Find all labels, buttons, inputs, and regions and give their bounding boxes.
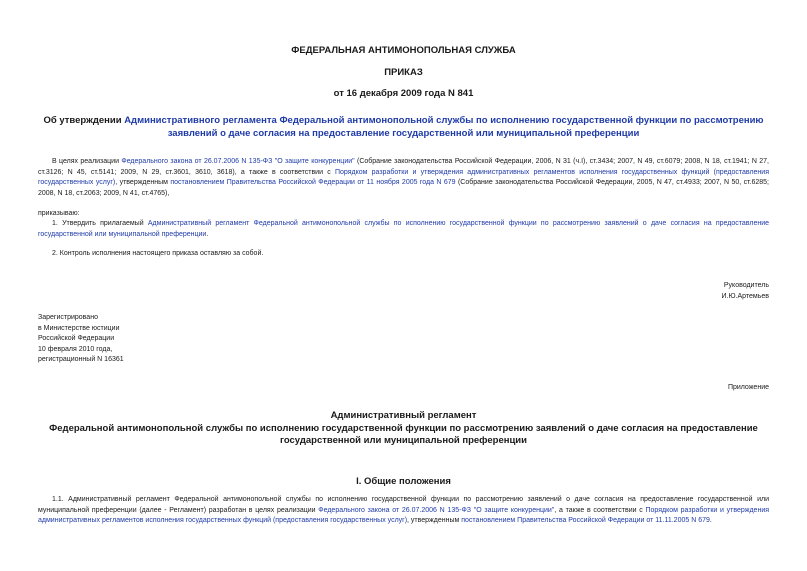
appendix-title-1: Административный регламент (330, 410, 477, 421)
appendix-title-3: государственной или муниципальной преференции (279, 435, 527, 446)
section-procedure-link[interactable]: Порядком разработки и утверждения административных регламентов исполнения государственных функций (предоставления государственных услуг) (38, 506, 770, 525)
law-link[interactable]: Федерального закона от 26.07.2006 N 135-ФЗ "О защите конкуренции" (121, 158, 355, 165)
section-text-3: , утвержденным (407, 517, 462, 525)
order-item-1 (38, 219, 769, 240)
appendix-title (0, 410, 807, 448)
section-heading: I. Общие положения (356, 476, 451, 487)
title-link[interactable]: Административного регламента Федеральной антимонопольной службы по исполнению государственной функции по рассмотрению заявлений о даче согласия на предоставление государственной или муниципальной преференции (124, 115, 764, 139)
order-item-2: 2. Контроль исполнения настоящего приказа оставляю за собой. (52, 250, 264, 257)
registration-line-5: регистрационный N 16361 (38, 356, 124, 364)
agency-name: ФЕДЕРАЛЬНАЯ АНТИМОНОПОЛЬНАЯ СЛУЖБА (291, 45, 516, 56)
doc-type: ПРИКАЗ (384, 67, 423, 78)
signature-role: Руководитель (723, 282, 769, 289)
registration-line-1: Зарегистрировано (38, 314, 98, 321)
order-item-1-prefix: 1. Утвердить прилагаемый (52, 220, 148, 227)
date-number: от 16 декабря 2009 года N 841 (333, 88, 474, 99)
signature-name: И.Ю.Артемьев (721, 293, 769, 300)
section-resolution-link[interactable]: постановлением Правительства Российской Федерации от 11.11.2005 N 679 (461, 517, 710, 525)
registration-line-2: в Министерстве юстиции (38, 324, 120, 332)
appendix-title-2: Федеральной антимонопольной службы по исполнению государственной функции по рассмотрению заявлений о даче согласия на предоставление (49, 422, 758, 434)
preamble-text-2: (Собрание законодательства Российской Федерации, 2006, N 31 (ч.I), ст.3434; 2007, N 49, ст.6079; 2008, N 18, ст.1941; N 27, ст.3126; N 45, ст.5141; 2009, N 29, ст.3601, 3610, 3618), а также в соответствии с (38, 158, 769, 176)
section-law-link[interactable]: Федерального закона от 26.07.2006 N 135-ФЗ "О защите конкуренции" (318, 506, 555, 514)
section-1-paragraph (38, 495, 769, 527)
title-prefix: Об утверждении (43, 115, 125, 126)
preamble-text-3: , утвержденным (115, 179, 171, 187)
appendix-label: Приложение (727, 384, 769, 391)
order-item-1-suffix: . (206, 230, 209, 238)
section-text-1: 1.1. Административный регламент Федеральной антимонопольной службы по исполнению государственной функции по рассмотрению заявлений о даче согласия на предоставление государственной или муниципальной преференции (далее - Регламент) разработан в целях реализации (38, 496, 769, 514)
registration-block (38, 313, 124, 366)
regulation-link[interactable]: Административный регламент Федеральной антимонопольной службы по исполнению государственной функции по рассмотрению заявлений о даче согласия на предоставление государственной или муниципальной преференции (38, 220, 769, 238)
preamble-paragraph (38, 157, 769, 199)
page-title (38, 115, 769, 140)
registration-line-4: 10 февраля 2010 года, (38, 345, 113, 353)
section-text-4: . (709, 517, 712, 525)
resolution-link[interactable]: постановлением Правительства Российской Федерации от 11 ноября 2005 года N 679 (170, 179, 456, 187)
prikazyvayu: приказываю: (38, 210, 80, 217)
preamble-text-4: (Собрание законодательства Российской Федерации, 2005, N 47, ст.4933; 2007, N 50, ст.6285; 2008, N 18, ст.2063; 2009, N 41, ст.4765), (38, 179, 769, 197)
section-text-2: , а также в соответствии с (554, 506, 646, 514)
preamble-text-1: В целях реализации (52, 158, 122, 165)
registration-line-3: Российской Федерации (38, 335, 115, 343)
procedure-link[interactable]: Порядком разработки и утверждения административных регламентов исполнения государственных функций (предоставления государственных услуг) (38, 168, 769, 187)
